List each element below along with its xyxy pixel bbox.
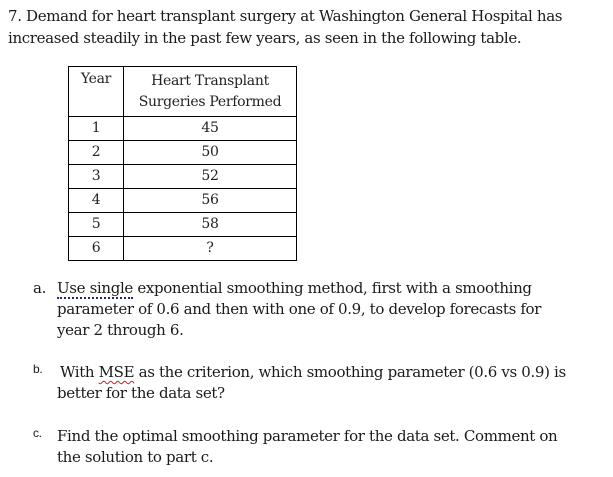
header-year: Year <box>69 67 124 117</box>
part-c-marker: c. <box>33 426 42 440</box>
part-a-text: Use single exponential smoothing method, first with a smoothing parameter of 0.6 and then with one of 0.9, to develop forecasts for year 2 through 6. <box>57 279 542 339</box>
table-row <box>69 213 297 237</box>
part-b-marker: b. <box>33 362 43 376</box>
cell-surgeries: 56 <box>124 189 297 213</box>
part-a-marker: a. <box>33 279 47 297</box>
cell-year: 6 <box>69 237 124 261</box>
surgeries-table <box>68 66 297 261</box>
header-surgeries: Heart Transplant Surgeries Performed <box>124 67 297 117</box>
table-row <box>69 165 297 189</box>
cell-year: 4 <box>69 189 124 213</box>
cell-surgeries: 58 <box>124 213 297 237</box>
cell-year: 5 <box>69 213 124 237</box>
cell-year: 1 <box>69 117 124 141</box>
cell-year: 3 <box>69 165 124 189</box>
cell-year: 2 <box>69 141 124 165</box>
table-row <box>69 141 297 165</box>
table-header-row <box>69 67 297 117</box>
cell-surgeries: ? <box>124 237 297 261</box>
part-b-text: With MSE as the criterion, which smoothing parameter (0.6 vs 0.9) is better for the data set? <box>57 363 566 402</box>
table-row <box>69 237 297 261</box>
part-a-underlined: Use single <box>57 279 133 297</box>
table-row <box>69 117 297 141</box>
table-row <box>69 189 297 213</box>
question-intro: 7. Demand for heart transplant surgery at Washington General Hospital has increased steadily in the past few years, as seen in the following table. <box>8 7 563 47</box>
part-c-text: Find the optimal smoothing parameter for the data set. Comment on the solution to part c. <box>57 427 558 466</box>
cell-surgeries: 52 <box>124 165 297 189</box>
cell-surgeries: 45 <box>124 117 297 141</box>
cell-surgeries: 50 <box>124 141 297 165</box>
part-b-spellcheck-word: MSE <box>98 363 135 381</box>
